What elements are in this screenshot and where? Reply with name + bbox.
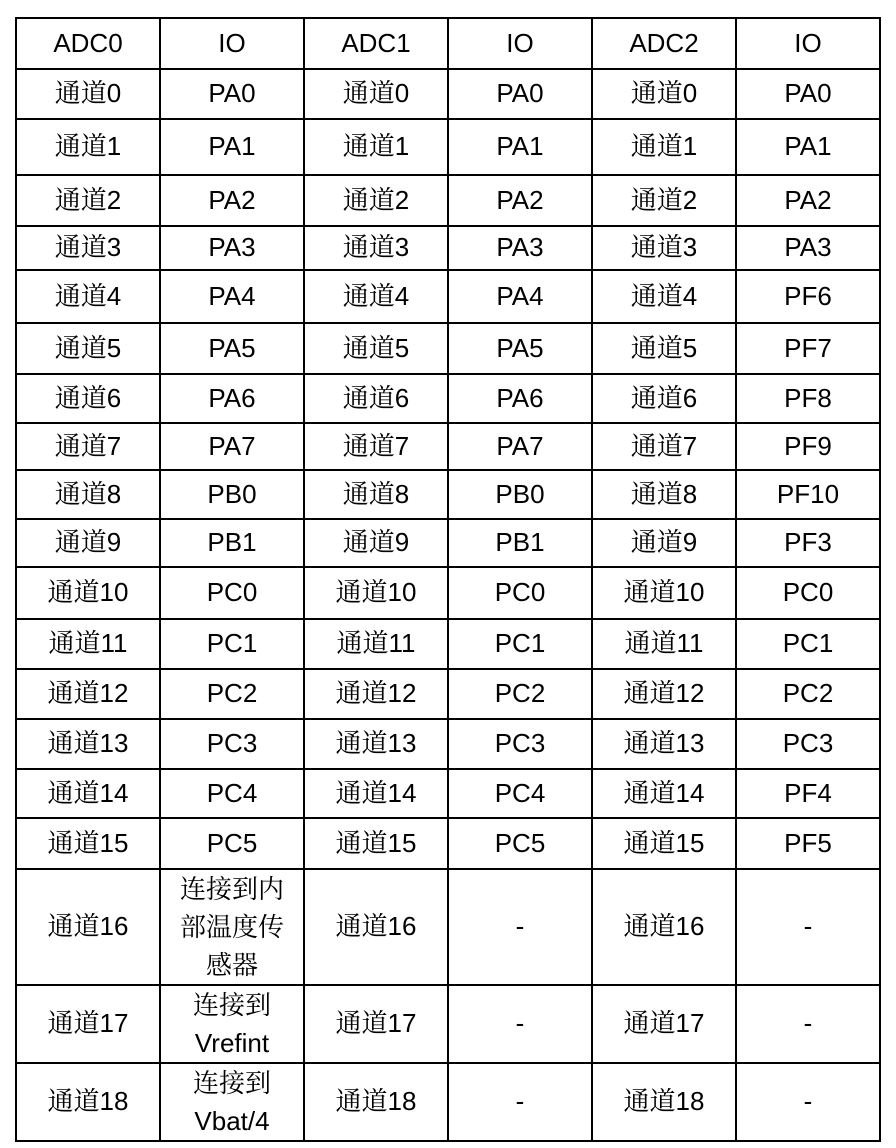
table-cell-adc0	[16, 669, 160, 719]
table-cell-adc0	[16, 323, 160, 374]
header-cell-io0: IO	[160, 18, 304, 69]
cell-text-line: -	[803, 1008, 813, 1039]
table-cell-adc2	[592, 226, 736, 270]
cell-text-line: PA0	[496, 78, 544, 109]
cell-text-line: 通道10	[47, 577, 129, 608]
cell-text-line: 通道11	[48, 628, 128, 659]
table-cell-io1	[448, 567, 592, 619]
cell-text-line: PA7	[208, 430, 256, 461]
cell-text-line: PA4	[208, 280, 256, 311]
header-cell-adc0: ADC0	[16, 18, 160, 69]
cell-text-line: PA6	[496, 382, 544, 413]
header-cell-io1: IO	[448, 18, 592, 69]
cell-text-line: PC2	[782, 678, 834, 709]
table-cell-adc1	[304, 119, 448, 175]
table-container	[15, 17, 881, 1142]
table-cell-io2	[736, 119, 880, 175]
table-row	[16, 719, 880, 769]
table-cell-adc2	[592, 985, 736, 1063]
cell-text-line: PC3	[494, 728, 546, 759]
table-cell-io2	[736, 470, 880, 519]
cell-text-line: 通道5	[342, 332, 410, 363]
table-cell-io1	[448, 226, 592, 270]
cell-text-line: 通道2	[342, 184, 410, 215]
table-row	[16, 1063, 880, 1141]
header-cell-io2: IO	[736, 18, 880, 69]
cell-text-line: 通道14	[335, 777, 417, 808]
table-cell-io1	[448, 818, 592, 869]
cell-text-line: PC1	[782, 628, 834, 659]
cell-text-line: PA2	[784, 184, 832, 215]
cell-text-line: 通道8	[630, 478, 698, 509]
table-cell-adc2	[592, 175, 736, 226]
cell-text-line: PC1	[206, 628, 258, 659]
table-cell-adc2	[592, 119, 736, 175]
cell-text-line: 通道15	[47, 827, 129, 858]
table-cell-io1	[448, 175, 592, 226]
table-cell-io0	[160, 985, 304, 1063]
header-cell-adc2: ADC2	[592, 18, 736, 69]
table-cell-io2	[736, 519, 880, 567]
cell-text-line: PA2	[208, 184, 256, 215]
cell-text-line: 部温度传	[179, 912, 284, 942]
table-cell-io0	[160, 470, 304, 519]
table-cell-io2	[736, 818, 880, 869]
cell-text-line: PB1	[495, 527, 545, 558]
table-cell-io1	[448, 423, 592, 470]
table-row	[16, 669, 880, 719]
table-cell-adc1	[304, 69, 448, 119]
cell-text-line: 通道13	[47, 728, 129, 759]
cell-text-line: 通道9	[342, 527, 410, 558]
table-cell-io2	[736, 869, 880, 985]
cell-text-line: 连接到内	[179, 874, 284, 904]
table-cell-adc2	[592, 719, 736, 769]
table-row	[16, 985, 880, 1063]
cell-text-line: 通道1	[342, 131, 410, 162]
cell-text-line: PA0	[208, 78, 256, 109]
cell-text-line: 通道16	[47, 911, 129, 942]
cell-text-line: 通道4	[342, 280, 410, 311]
table-cell-adc2	[592, 619, 736, 669]
table-cell-adc0	[16, 769, 160, 818]
table-cell-adc2	[592, 769, 736, 818]
cell-text-line: 通道12	[47, 678, 129, 709]
table-cell-adc1	[304, 226, 448, 270]
cell-text-line: PB0	[207, 478, 257, 509]
cell-text-line: 通道5	[630, 332, 698, 363]
table-row	[16, 869, 880, 985]
table-cell-io0	[160, 619, 304, 669]
cell-text-line: 通道16	[623, 911, 705, 942]
cell-text-line: 通道6	[342, 382, 410, 413]
cell-text-line: 通道1	[54, 131, 122, 162]
cell-text-line: PA3	[208, 232, 256, 263]
table-cell-io0	[160, 519, 304, 567]
cell-text-line: PA7	[496, 430, 544, 461]
cell-text-line: 通道9	[630, 527, 698, 558]
cell-text-line: PF3	[784, 527, 832, 558]
table-cell-io2	[736, 175, 880, 226]
cell-text-line: PF5	[784, 827, 832, 858]
table-cell-adc0	[16, 1063, 160, 1141]
table-cell-adc2	[592, 323, 736, 374]
cell-text-line: 通道12	[623, 678, 705, 709]
cell-text-line: 通道17	[623, 1008, 705, 1039]
table-cell-adc2	[592, 869, 736, 985]
table-cell-adc1	[304, 985, 448, 1063]
table-cell-io2	[736, 985, 880, 1063]
cell-text-line: 通道12	[335, 678, 417, 709]
table-cell-io2	[736, 719, 880, 769]
table-cell-adc0	[16, 270, 160, 323]
cell-text-line: PC5	[206, 827, 258, 858]
table-cell-io0	[160, 669, 304, 719]
cell-text-line: 通道9	[54, 527, 122, 558]
cell-text-line: PA5	[208, 332, 256, 363]
cell-text-line: 通道13	[335, 728, 417, 759]
cell-text-line: PB1	[207, 527, 257, 558]
table-cell-io0	[160, 175, 304, 226]
cell-text-line: PA3	[496, 232, 544, 263]
cell-text-line: PA1	[496, 131, 544, 162]
cell-text-line: 通道17	[47, 1008, 129, 1039]
cell-text-line: 感器	[205, 950, 258, 980]
cell-text-line: 通道10	[623, 577, 705, 608]
cell-text-line: 通道16	[335, 911, 417, 942]
table-cell-io1	[448, 470, 592, 519]
table-cell-io0	[160, 869, 304, 985]
table-cell-adc2	[592, 669, 736, 719]
table-cell-adc0	[16, 374, 160, 423]
cell-text-line: 连接到	[192, 1068, 271, 1098]
table-cell-adc0	[16, 519, 160, 567]
cell-text-line: 通道8	[54, 478, 122, 509]
table-cell-adc0	[16, 985, 160, 1063]
cell-text-line: PC4	[206, 777, 258, 808]
cell-text-line: 通道4	[54, 280, 122, 311]
table-cell-io2	[736, 69, 880, 119]
table-cell-io0	[160, 226, 304, 270]
cell-text-line: 通道1	[630, 131, 698, 162]
table-cell-adc0	[16, 423, 160, 470]
table-cell-adc1	[304, 567, 448, 619]
cell-text-line: 通道2	[630, 184, 698, 215]
table-cell-adc0	[16, 69, 160, 119]
table-cell-adc1	[304, 423, 448, 470]
table-cell-adc2	[592, 374, 736, 423]
table-row	[16, 175, 880, 226]
table-cell-io1	[448, 719, 592, 769]
cell-text-line: PA1	[784, 131, 832, 162]
cell-text-line: Vrefint	[194, 1028, 270, 1058]
table-cell-io0	[160, 69, 304, 119]
cell-text-line: PF4	[784, 777, 832, 808]
table-row	[16, 567, 880, 619]
table-cell-adc1	[304, 374, 448, 423]
cell-text-line: 通道7	[54, 430, 122, 461]
cell-text-line: 通道14	[623, 777, 705, 808]
table-cell-io2	[736, 567, 880, 619]
table-cell-adc1	[304, 323, 448, 374]
table-cell-io1	[448, 374, 592, 423]
cell-text-line: 连接到	[192, 990, 271, 1020]
table-row	[16, 374, 880, 423]
table-cell-io1	[448, 270, 592, 323]
cell-text-line: 通道6	[54, 382, 122, 413]
cell-text-line: 通道0	[342, 78, 410, 109]
table-cell-adc1	[304, 818, 448, 869]
cell-text-line: 通道3	[342, 232, 410, 263]
cell-text-line: 通道11	[624, 628, 704, 659]
table-cell-io1	[448, 869, 592, 985]
table-row	[16, 69, 880, 119]
table-cell-adc1	[304, 719, 448, 769]
table-cell-adc2	[592, 69, 736, 119]
cell-text-line: 通道15	[623, 827, 705, 858]
table-cell-adc1	[304, 470, 448, 519]
table-cell-io0	[160, 119, 304, 175]
table-cell-io0	[160, 1063, 304, 1141]
cell-text-line: PF9	[784, 430, 832, 461]
table-cell-adc0	[16, 818, 160, 869]
cell-text-line: -	[515, 1008, 525, 1039]
cell-text-line: PF10	[776, 478, 840, 509]
cell-text-line: 通道17	[335, 1008, 417, 1039]
table-cell-io1	[448, 69, 592, 119]
cell-text-line: PB0	[495, 478, 545, 509]
table-cell-adc2	[592, 423, 736, 470]
table-cell-adc0	[16, 470, 160, 519]
table-cell-io0	[160, 719, 304, 769]
cell-text-line: PA4	[496, 280, 544, 311]
cell-text-line: 通道14	[47, 777, 129, 808]
table-cell-io2	[736, 769, 880, 818]
table-cell-adc2	[592, 519, 736, 567]
table-cell-adc1	[304, 869, 448, 985]
cell-text-line: 通道13	[623, 728, 705, 759]
table-cell-adc1	[304, 769, 448, 818]
cell-text-line: PC1	[494, 628, 546, 659]
cell-text-line: 通道7	[342, 430, 410, 461]
table-cell-adc1	[304, 1063, 448, 1141]
cell-text-line: 通道5	[54, 332, 122, 363]
cell-text-line: PF7	[784, 332, 832, 363]
cell-text-line: 通道10	[335, 577, 417, 608]
header-row	[16, 18, 880, 69]
cell-text-line: PC4	[494, 777, 546, 808]
table-cell-adc2	[592, 567, 736, 619]
cell-text-line: -	[515, 1086, 525, 1117]
adc-channel-table	[15, 17, 881, 1142]
cell-text-line: PA6	[208, 382, 256, 413]
table-cell-io2	[736, 270, 880, 323]
cell-text-line: PC5	[494, 827, 546, 858]
cell-text-line: PF6	[784, 280, 832, 311]
table-row	[16, 818, 880, 869]
table-row	[16, 519, 880, 567]
cell-text-line: PC3	[206, 728, 258, 759]
table-cell-io1	[448, 519, 592, 567]
table-cell-adc0	[16, 567, 160, 619]
cell-text-line: PC2	[494, 678, 546, 709]
cell-text-line: PC0	[206, 577, 258, 608]
cell-text-line: PA2	[496, 184, 544, 215]
cell-text-line: PA3	[784, 232, 832, 263]
cell-text-line: PC0	[782, 577, 834, 608]
table-cell-io1	[448, 323, 592, 374]
table-cell-adc2	[592, 270, 736, 323]
cell-text-line: 通道6	[630, 382, 698, 413]
table-row	[16, 323, 880, 374]
cell-text-line: -	[803, 1086, 813, 1117]
cell-text-line: -	[515, 911, 525, 942]
table-cell-io0	[160, 769, 304, 818]
table-cell-adc1	[304, 619, 448, 669]
cell-text-line: PA0	[784, 78, 832, 109]
cell-text-line: 通道0	[54, 78, 122, 109]
table-cell-io2	[736, 423, 880, 470]
cell-text-line: 通道18	[335, 1086, 417, 1117]
table-cell-adc0	[16, 719, 160, 769]
cell-text-line: 通道18	[47, 1086, 129, 1117]
cell-text-line: PC3	[782, 728, 834, 759]
table-cell-io0	[160, 818, 304, 869]
cell-text-line: 通道0	[630, 78, 698, 109]
cell-text-line: PA1	[208, 131, 256, 162]
cell-text-line: PC2	[206, 678, 258, 709]
table-cell-io0	[160, 270, 304, 323]
table-cell-io1	[448, 669, 592, 719]
table-cell-io0	[160, 323, 304, 374]
cell-text-line: 通道3	[630, 232, 698, 263]
table-cell-adc1	[304, 175, 448, 226]
table-row	[16, 226, 880, 270]
table-cell-io1	[448, 1063, 592, 1141]
cell-text-line: 通道2	[54, 184, 122, 215]
cell-text-line: -	[803, 911, 813, 942]
table-row	[16, 619, 880, 669]
table-cell-adc2	[592, 470, 736, 519]
table-cell-io0	[160, 567, 304, 619]
table-row	[16, 769, 880, 818]
table-cell-io1	[448, 119, 592, 175]
cell-text-line: 通道7	[630, 430, 698, 461]
table-cell-adc0	[16, 119, 160, 175]
table-cell-io0	[160, 423, 304, 470]
table-row	[16, 119, 880, 175]
table-cell-adc2	[592, 1063, 736, 1141]
cell-text-line: Vbat/4	[194, 1106, 270, 1136]
table-cell-io2	[736, 374, 880, 423]
table-cell-adc1	[304, 270, 448, 323]
table-cell-adc0	[16, 175, 160, 226]
table-cell-io2	[736, 1063, 880, 1141]
table-cell-io2	[736, 619, 880, 669]
table-cell-adc0	[16, 869, 160, 985]
cell-text-line: 通道11	[336, 628, 416, 659]
table-cell-io2	[736, 669, 880, 719]
cell-text-line: PC0	[494, 577, 546, 608]
table-cell-io1	[448, 769, 592, 818]
table-cell-adc2	[592, 818, 736, 869]
cell-text-line: 通道8	[342, 478, 410, 509]
table-cell-io2	[736, 226, 880, 270]
table-cell-adc1	[304, 519, 448, 567]
table-cell-adc0	[16, 226, 160, 270]
table-cell-adc0	[16, 619, 160, 669]
table-row	[16, 470, 880, 519]
table-row	[16, 270, 880, 323]
cell-text-line: 通道3	[54, 232, 122, 263]
cell-text-line: PF8	[784, 382, 832, 413]
table-cell-io0	[160, 374, 304, 423]
cell-text-line: 通道15	[335, 827, 417, 858]
cell-text-line: PA5	[496, 332, 544, 363]
table-row	[16, 423, 880, 470]
cell-text-line: 通道4	[630, 280, 698, 311]
table-cell-adc1	[304, 669, 448, 719]
header-cell-adc1: ADC1	[304, 18, 448, 69]
table-cell-io2	[736, 323, 880, 374]
cell-text-line: 通道18	[623, 1086, 705, 1117]
table-cell-io1	[448, 619, 592, 669]
table-cell-io1	[448, 985, 592, 1063]
